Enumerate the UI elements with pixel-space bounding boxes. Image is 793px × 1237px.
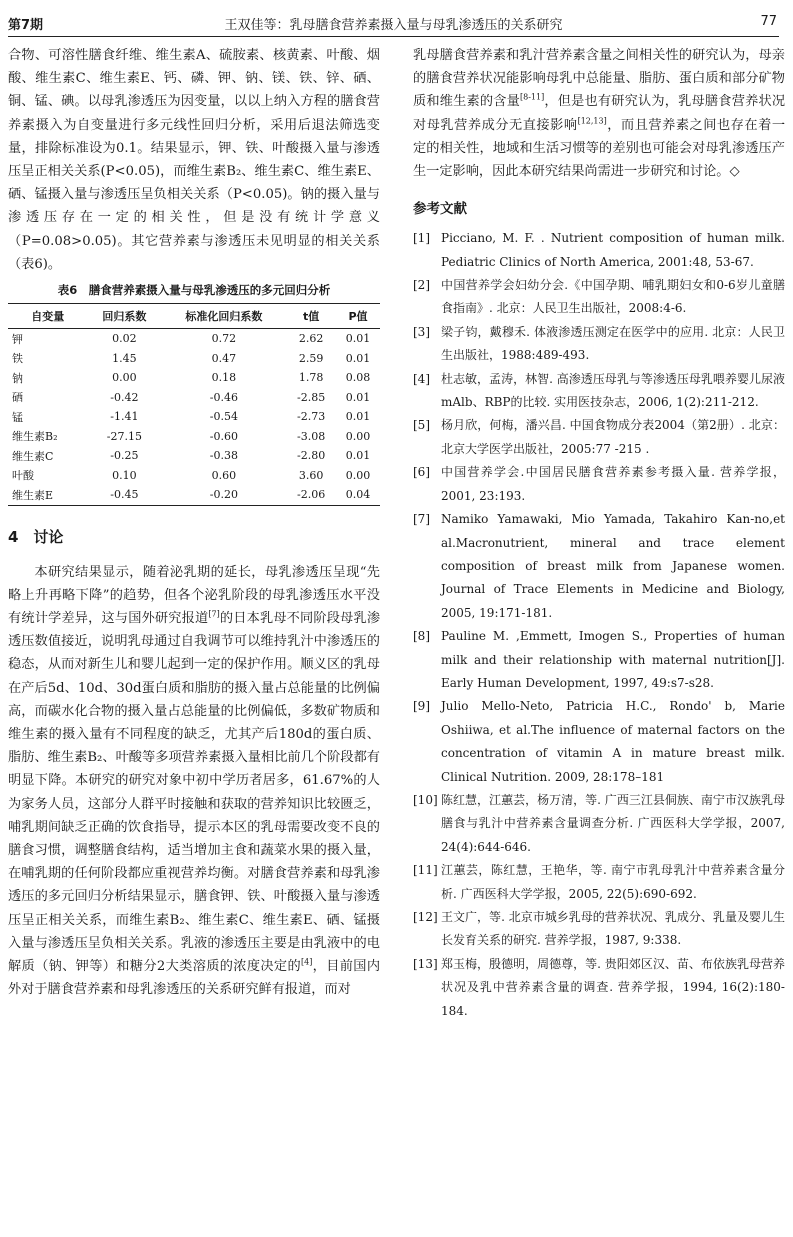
left-column bbox=[8, 44, 380, 1001]
reference-number: [5] bbox=[413, 418, 430, 433]
t-value-cell: 2.62 bbox=[298, 332, 324, 346]
reference-item bbox=[413, 227, 785, 274]
results-paragraph: 合物、可溶性膳食纤维、维生素A、硫胺素、核黄素、叶酸、烟酸、维生素C、维生素E、钙、磷、钾、钠、镁、铁、锌、硒、铜、锰、碘。以母乳渗透压为因变量，以以上纳入方程的膳食营养素摄入为自变量进行多元线性回归分析，采用后退法筛选变量，排除标准设为0.1。结果显示，钾、铁、叶酸摄入量与渗透压呈正相关关系(P<0.05)，而维生素B₂、维生素C、维生素E、硒、锰摄入量与渗透压呈负相关关系（P<0.05)。钠的摄入量与渗透压存在一定的相关性，但是没有统计学意义（P=0.08>0.05)。其它营养素与渗透压未见明显的相关关系（表6)。 bbox=[8, 48, 380, 272]
t-value-cell: -2.06 bbox=[286, 485, 336, 505]
table-row bbox=[8, 407, 380, 427]
coefficient-cell: 0.10 bbox=[112, 468, 137, 482]
variable-cell: 锰 bbox=[12, 410, 23, 424]
reference-text: Pauline M. ,Emmett, Imogen S., Properties of human milk and their relationship with maternal nutrition[J]. Early Human Development, 1997, 49:s7-s28. bbox=[441, 629, 785, 690]
reference-number: [6] bbox=[413, 465, 430, 480]
reference-number: [12] bbox=[413, 910, 438, 924]
citation: [12,13] bbox=[577, 116, 607, 126]
reference-number: [13] bbox=[413, 956, 438, 971]
reference-text: 梁子钧，戴穆禾. 体液渗透压测定在医学中的应用. 北京：人民卫生出版社，1988:489-493. bbox=[441, 324, 785, 363]
regression-table bbox=[8, 303, 380, 506]
variable-cell: 铁 bbox=[12, 352, 23, 366]
coefficient-cell: 0.02 bbox=[112, 332, 137, 346]
reference-number: [1] bbox=[413, 231, 430, 246]
coefficient-cell: -0.42 bbox=[110, 390, 139, 404]
p-value-cell: 0.00 bbox=[345, 468, 371, 482]
reference-text: 江蕙芸，陈红慧，王艳华，等. 南宁市乳母乳汁中营养素含量分析. 广西医科大学学报，2005, 22(5):690-692. bbox=[441, 863, 785, 901]
reference-item bbox=[413, 508, 785, 625]
coefficient-cell: -1.41 bbox=[110, 410, 139, 424]
table-header-row bbox=[8, 304, 380, 329]
reference-text: 郑玉梅，殷德明，周德尊，等. 贵阳郊区汉、苗、布依族乳母营养状况及乳中营养素含量的调查. 营养学报，1994, 16(2):180-184. bbox=[441, 956, 785, 1018]
references-heading: 参考文献 bbox=[413, 201, 467, 218]
p-value-cell: 0.08 bbox=[345, 371, 371, 385]
t-value-cell: 2.59 bbox=[298, 351, 324, 365]
discussion-paragraph bbox=[8, 561, 380, 1002]
issue-number: 第7期 bbox=[8, 18, 44, 33]
header-std-coefficient: 标准化回归系数 bbox=[161, 304, 286, 329]
table-row bbox=[8, 388, 380, 408]
table-title: 表6 膳食营养素摄入量与母乳渗透压的多元回归分析 bbox=[57, 283, 331, 298]
reference-item bbox=[413, 461, 785, 508]
coefficient-cell: -0.45 bbox=[87, 485, 161, 505]
reference-item bbox=[413, 906, 785, 953]
page-number: 77 bbox=[760, 14, 777, 29]
reference-text: 王文广，等. 北京市城乡乳母的营养状况、乳成分、乳量及婴儿生长发育关系的研究. 营养学报，1987, 9:338. bbox=[441, 910, 785, 948]
p-value-cell: 0.01 bbox=[345, 449, 371, 463]
reference-item bbox=[413, 789, 785, 859]
t-value-cell: -2.80 bbox=[297, 449, 326, 463]
std-coefficient-cell: -0.46 bbox=[209, 390, 238, 404]
continued-text-1: 乳母膳食营养素和乳汁营养素含量之间相关性的研究认为，母亲的膳食营养状况能影响母乳中总能量、脂肪、蛋白质和部分矿物质和维生素的含量 bbox=[413, 48, 785, 110]
t-value-cell: -2.73 bbox=[297, 410, 326, 424]
citation: [7] bbox=[208, 609, 220, 619]
reference-text: Julio Mello-Neto, Patricia H.C., Rondo' b, Marie Oshiiwa, et al.The influence of maternal factors on the concentration of vitamin A in mature breast milk. Clinical Nutrition. 2009, 28:178–181 bbox=[441, 699, 785, 784]
coefficient-cell: -0.25 bbox=[110, 449, 139, 463]
reference-number: [9] bbox=[413, 699, 430, 714]
table-row bbox=[8, 368, 380, 388]
t-value-cell: 3.60 bbox=[298, 468, 324, 482]
reference-item bbox=[413, 695, 785, 789]
variable-cell: 叶酸 bbox=[12, 469, 34, 483]
reference-text: 杜志敏，孟涛，林智. 高渗透压母乳与等渗透压母乳喂养婴儿尿液mAlb、RBP的比较. 实用医技杂志，2006, 1(2):211-212. bbox=[441, 371, 785, 410]
std-coefficient-cell: -0.38 bbox=[209, 449, 238, 463]
coefficient-cell: 1.45 bbox=[112, 351, 137, 365]
reference-item bbox=[413, 321, 785, 368]
table-row bbox=[8, 446, 380, 466]
discussion-text-1: 本研究结果显示，随着泌乳期的延长，母乳渗透压呈现“先略上升再略下降”的趋势，但各个泌乳阶段的母乳渗透压水平没有统计学差异，这与国外研究报道 bbox=[8, 564, 380, 626]
header-p-value: P值 bbox=[336, 304, 380, 329]
std-coefficient-cell: 0.47 bbox=[211, 351, 237, 365]
reference-number: [2] bbox=[413, 278, 430, 293]
coefficient-cell: 0.00 bbox=[112, 371, 137, 385]
std-coefficient-cell: -0.60 bbox=[209, 429, 238, 443]
reference-item bbox=[413, 274, 785, 321]
reference-text: 陈红慧，江蕙芸，杨万清，等. 广西三江县侗族、南宁市汉族乳母膳食与乳汁中营养素含量调查分析. 广西医科大学学报，2007, 24(4):644-646. bbox=[441, 792, 785, 854]
reference-item bbox=[413, 414, 785, 461]
right-column bbox=[413, 44, 785, 1023]
t-value-cell: 1.78 bbox=[298, 371, 324, 385]
std-coefficient-cell: -0.20 bbox=[161, 485, 286, 505]
table-row bbox=[8, 466, 380, 486]
variable-cell: 钠 bbox=[12, 371, 23, 385]
header-t-value: t值 bbox=[286, 304, 336, 329]
p-value-cell: 0.04 bbox=[336, 485, 380, 505]
variable-cell: 硒 bbox=[12, 391, 23, 405]
table-row bbox=[8, 329, 380, 349]
continued-text-3: ，而且营养素之间也存在着一定的相关性，地域和生活习惯等的差别也可能会对母乳渗透压产生一定影响，因此本研究结果尚需进一步研究和讨论。◇ bbox=[413, 117, 786, 180]
std-coefficient-cell: 0.60 bbox=[211, 468, 237, 482]
reference-item bbox=[413, 953, 785, 1023]
citation: [8-11] bbox=[520, 93, 545, 103]
continued-text-2: ，但是也有研究认为，乳母膳食营养状况对母乳营养成分无直接影响 bbox=[413, 94, 786, 133]
reference-number: [11] bbox=[413, 863, 438, 878]
running-header bbox=[8, 10, 779, 37]
reference-text: Namiko Yamawaki, Mio Yamada, Takahiro Kan-no,et al.Macronutrient, mineral and trace element composition of breast milk from Japanese women. Journal of Trace Elements in Medicine and Biology, 2005, 19:171-181. bbox=[441, 512, 785, 620]
reference-number: [8] bbox=[413, 629, 430, 644]
reference-number: [7] bbox=[413, 512, 430, 527]
reference-number: [10] bbox=[413, 792, 438, 807]
coefficient-cell: -27.15 bbox=[106, 429, 143, 443]
citation: [4] bbox=[300, 957, 313, 967]
std-coefficient-cell: 0.18 bbox=[211, 371, 237, 385]
reference-item bbox=[413, 368, 785, 415]
variable-cell: 维生素C bbox=[12, 449, 54, 463]
reference-number: [3] bbox=[413, 324, 430, 339]
p-value-cell: 0.01 bbox=[345, 410, 371, 424]
p-value-cell: 0.01 bbox=[345, 351, 371, 365]
std-coefficient-cell: 0.72 bbox=[211, 332, 237, 346]
running-title: 王双佳等：乳母膳食营养素摄入量与母乳渗透压的关系研究 bbox=[224, 18, 563, 33]
header-variable: 自变量 bbox=[8, 304, 87, 329]
table-body bbox=[8, 329, 380, 506]
table-row bbox=[8, 349, 380, 369]
reference-number: [4] bbox=[413, 371, 430, 386]
p-value-cell: 0.00 bbox=[345, 429, 371, 443]
variable-cell: 钾 bbox=[12, 332, 23, 346]
reference-item bbox=[413, 859, 785, 906]
reference-text: 杨月欣，何梅，潘兴昌. 中国食物成分表2004（第2册）. 北京：北京大学医学出版社，2005:77 -215 . bbox=[441, 418, 785, 456]
discussion-continued-paragraph bbox=[413, 44, 785, 183]
reference-text: Picciano, M. F. . Nutrient composition of human milk. Pediatric Clinics of North America, 2001:48, 53-67. bbox=[441, 231, 785, 269]
t-value-cell: -3.08 bbox=[297, 429, 326, 443]
section-heading-discussion: 4 讨论 bbox=[8, 527, 64, 546]
p-value-cell: 0.01 bbox=[345, 390, 371, 404]
t-value-cell: -2.85 bbox=[297, 390, 326, 404]
variable-cell: 维生素B₂ bbox=[12, 430, 58, 444]
table-row bbox=[8, 427, 380, 447]
reference-item bbox=[413, 625, 785, 695]
table-row bbox=[8, 485, 380, 505]
reference-text: 中国营养学会.中国居民膳食营养素参考摄入量. 营养学报，2001, 23:193. bbox=[441, 465, 785, 503]
p-value-cell: 0.01 bbox=[345, 332, 371, 346]
discussion-text-3: ，目前国内外对于膳食营养素和母乳渗透压的关系研究鲜有报道，而对 bbox=[8, 958, 381, 998]
reference-list bbox=[413, 227, 785, 1023]
header-coefficient: 回归系数 bbox=[87, 304, 161, 329]
discussion-text-2: 的日本乳母不同阶段母乳渗透压数值接近，说明乳母通过自我调节可以维持乳汁中渗透压的稳态，从而对新生儿和婴儿起到一定的保护作用。顺义区的乳母在产后5d、10d、30d蛋白质和脂肪的摄入量占总能量的比例偏高，而碳水化合物的摄入量占总能量的比例偏低，多数矿物质和维生素的摄入量有不同程度的缺乏，尤其产后180d的蛋白质、脂肪、维生素B₂、叶酸等多项营养素摄入量相比前几个阶段都有明显下降。本研究的研究对象中初中学历者居多，61.67%的人为家务人员，这部分人群平时接触和获取的营养知识比较匮乏，哺乳期间缺乏正确的饮食指导，提示本区的乳母需要改变不良的膳食习惯，调整膳食结构，适当增加主食和蔬菜水果的摄入量，在哺乳期的任何阶段都应重视营养均衡。对膳食营养素和母乳渗透压的多元回归分析结果显示，膳食钾、铁、叶酸摄入量与渗透压呈正相关关系，而维生素B₂、维生素C、维生素E、硒、锰摄入量与渗透压呈负相关关系。乳液的渗透压主要是由乳液中的电解质（钠、钾等）和糖分2大类溶质的浓度决定的 bbox=[8, 610, 381, 974]
variable-cell: 维生素E bbox=[8, 485, 87, 505]
std-coefficient-cell: -0.54 bbox=[209, 410, 238, 424]
reference-text: 中国营养学会妇幼分会.《中国孕期、哺乳期妇女和0-6岁儿童膳食指南》. 北京：人民卫生出版社，2008:4-6. bbox=[441, 278, 785, 316]
